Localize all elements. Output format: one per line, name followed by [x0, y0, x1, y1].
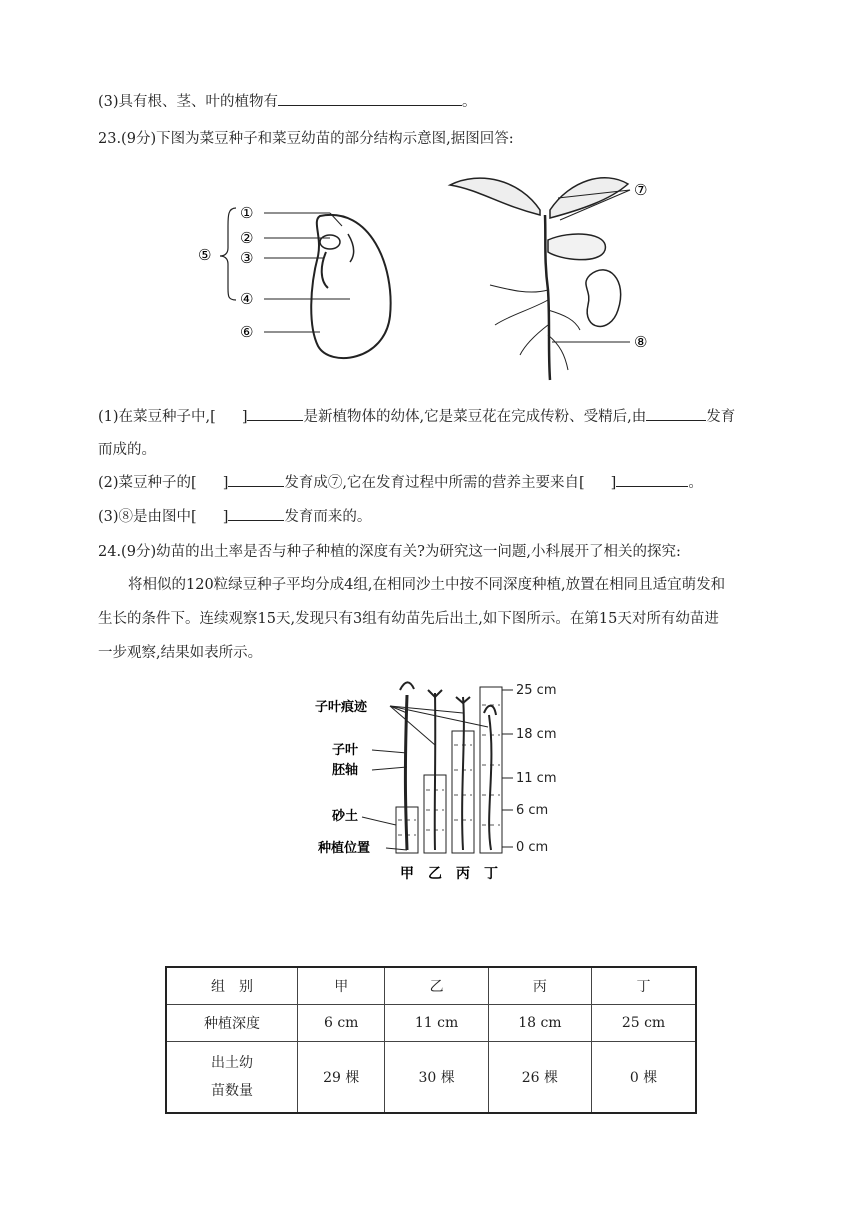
answer-blank[interactable]	[228, 506, 284, 521]
text: (3)⑧是由图中[	[98, 509, 197, 525]
q24-para-line1: 将相似的120粒绿豆种子平均分成4组,在相同沙土中按不同深度种植,放置在相同且适宜萌发和	[128, 577, 726, 593]
label-3: ③	[240, 249, 254, 267]
label-7: ⑦	[634, 181, 648, 199]
q23-part2-line	[98, 471, 703, 492]
label-cotyledon-trace: 子叶痕迹	[315, 700, 368, 715]
depth-mark-0: 0 cm	[516, 840, 549, 855]
label-planting-position: 种植位置	[318, 841, 371, 856]
seedling-depth-figure	[310, 675, 560, 890]
label-1: ①	[240, 204, 254, 222]
table-cell: 26 棵	[488, 1042, 591, 1114]
depth-mark-25: 25 cm	[516, 683, 557, 698]
q22-part3-line	[98, 90, 477, 111]
label-cotyledon: 子叶	[332, 743, 359, 758]
cotyledon	[548, 234, 605, 260]
q23-part1-line2: 而成的。	[98, 442, 156, 458]
seedling-jia	[405, 695, 407, 850]
table-header-row	[166, 967, 696, 1005]
label-8: ⑧	[634, 333, 648, 351]
table-cell: 29 棵	[298, 1042, 385, 1114]
text: ]	[610, 475, 617, 491]
text: 发育	[706, 409, 736, 425]
group-bing: 丙	[456, 866, 470, 882]
answer-blank[interactable]	[616, 472, 688, 487]
leaf-left	[450, 178, 540, 215]
text: (1)在菜豆种子中,[	[98, 409, 216, 425]
row-label-line1: 出土幼	[211, 1055, 253, 1071]
seedling-yi	[435, 693, 436, 850]
roots	[490, 285, 580, 370]
group-yi: 乙	[428, 866, 442, 882]
text: 是新植物体的幼体,它是菜豆花在完成传粉、受精后,由	[303, 409, 647, 425]
table-cell: 丁	[592, 967, 696, 1005]
answer-blank[interactable]	[247, 406, 303, 421]
table-cell: 11 cm	[385, 1005, 488, 1042]
q24-para-line2: 生长的条件下。连续观察15天,发现只有3组有幼苗先后出土,如下图所示。在第15天对所有幼苗进	[98, 611, 719, 627]
punct: 。	[462, 94, 477, 110]
table-cell: 0 棵	[592, 1042, 696, 1114]
depth-mark-18: 18 cm	[516, 727, 557, 742]
text: ]	[222, 475, 229, 491]
q22-part3-text: (3)具有根、茎、叶的植物有	[98, 94, 279, 110]
cotyledon-line	[348, 234, 354, 262]
text: (2)菜豆种子的[	[98, 475, 197, 491]
q23-part1-line1	[98, 405, 735, 426]
label-6: ⑥	[240, 323, 254, 341]
table-cell: 6 cm	[298, 1005, 385, 1042]
table-row	[166, 1005, 696, 1042]
depth-mark-6: 6 cm	[516, 803, 549, 818]
seed-coat	[586, 270, 621, 327]
table-row	[166, 1042, 696, 1114]
table-cell: 甲	[298, 967, 385, 1005]
answer-blank[interactable]	[228, 472, 284, 487]
radicle-shape	[322, 252, 328, 288]
label-2: ②	[240, 229, 254, 247]
text: 。	[688, 475, 703, 491]
q23-part3-line	[98, 505, 371, 526]
label-sand: 砂土	[332, 809, 359, 824]
bean-seed-diagram	[190, 196, 420, 366]
group-ding: 丁	[484, 866, 498, 882]
results-table	[165, 966, 697, 1114]
text: ]	[222, 509, 229, 525]
text: 发育成⑦,它在发育过程中所需的营养主要来自[	[284, 475, 585, 491]
seedling-ding	[489, 715, 491, 850]
table-cell: 组 别	[166, 967, 298, 1005]
label-4: ④	[240, 290, 254, 308]
row-label-line2: 苗数量	[211, 1083, 253, 1099]
bean-seedling-diagram	[440, 160, 670, 385]
table-cell: 30 棵	[385, 1042, 488, 1114]
table-cell: 乙	[385, 967, 488, 1005]
answer-blank[interactable]	[278, 91, 462, 106]
label-5: ⑤	[198, 246, 212, 264]
answer-blank[interactable]	[646, 406, 706, 421]
q24-title: 24.(9分)幼苗的出土率是否与种子种植的深度有关?为研究这一问题,小科展开了相关的探究:	[98, 544, 681, 560]
text: ]	[241, 409, 248, 425]
table-cell	[166, 1042, 298, 1114]
brace	[220, 208, 236, 300]
q23-title: 23.(9分)下图为菜豆种子和菜豆幼苗的部分结构示意图,据图回答:	[98, 131, 514, 147]
plumule-shape	[320, 235, 340, 249]
depth-mark-11: 11 cm	[516, 771, 557, 786]
table-cell: 25 cm	[592, 1005, 696, 1042]
table-cell: 种植深度	[166, 1005, 298, 1042]
text: 发育而来的。	[284, 509, 372, 525]
label-hypocotyl: 胚轴	[332, 763, 359, 778]
table-cell: 丙	[488, 967, 591, 1005]
q24-para-line3: 一步观察,结果如表所示。	[98, 645, 263, 661]
table-cell: 18 cm	[488, 1005, 591, 1042]
seedling-bing	[462, 697, 464, 850]
group-jia: 甲	[400, 866, 414, 882]
